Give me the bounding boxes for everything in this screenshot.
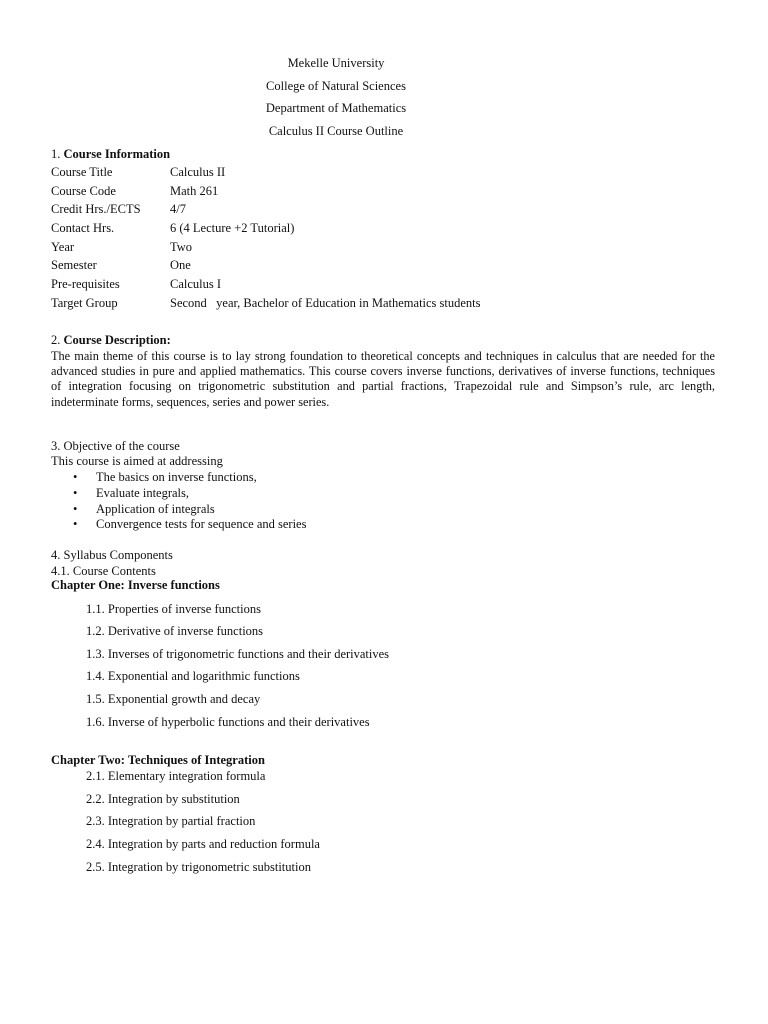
info-value: Calculus II [170, 165, 226, 179]
info-label: Course Code [51, 184, 116, 198]
course-info-heading [51, 147, 170, 162]
chapter-one-item: 1.2. Derivative of inverse functions [86, 624, 264, 638]
info-label: Year [51, 240, 75, 254]
list-item-text: Evaluate integrals, [96, 485, 190, 500]
bullet-icon: • [73, 485, 78, 500]
chapter-one-item: 1.4. Exponential and logarithmic functions [86, 669, 300, 683]
info-label: Semester [51, 258, 97, 272]
info-label: Credit Hrs./ECTS [51, 202, 141, 216]
description-heading-number: 2. [51, 333, 61, 347]
info-value: 4/7 [170, 202, 186, 216]
objective-heading: 3. Objective of the course [51, 439, 180, 453]
department-name: Department of Mathematics [265, 101, 407, 115]
list-item [73, 486, 306, 502]
list-item [73, 502, 306, 518]
info-value: Two [170, 240, 193, 254]
chapter-one-item: 1.6. Inverse of hyperbolic functions and their derivatives [86, 715, 370, 729]
info-value: Math 261 [170, 184, 219, 198]
chapter-one-item: 1.5. Exponential growth and decay [86, 692, 261, 706]
info-value: One [170, 258, 191, 272]
document-title: Calculus II Course Outline [268, 124, 404, 138]
info-value: 6 (4 Lecture +2 Tutorial) [170, 221, 295, 235]
course-contents-heading: 4.1. Course Contents [51, 564, 156, 578]
syllabus-heading: 4. Syllabus Components [51, 548, 173, 562]
chapter-two-item: 2.2. Integration by substitution [86, 792, 240, 806]
chapter-two-item: 2.3. Integration by partial fraction [86, 814, 256, 828]
description-heading-text: Course Description: [63, 333, 171, 347]
bullet-icon: • [73, 501, 78, 516]
university-name: Mekelle University [287, 56, 385, 70]
description-heading [51, 333, 171, 348]
list-item-text: Application of integrals [96, 501, 215, 516]
list-item [73, 470, 306, 486]
chapter-two-item: 2.4. Integration by parts and reduction formula [86, 837, 320, 851]
objective-intro: This course is aimed at addressing [51, 454, 223, 468]
info-value: Calculus I [170, 277, 222, 291]
chapter-two-item: 2.5. Integration by trigonometric substitution [86, 860, 311, 874]
chapter-one-title: Chapter One: Inverse functions [51, 578, 220, 592]
college-name: College of Natural Sciences [266, 79, 406, 93]
list-item-text: Convergence tests for sequence and series [96, 517, 307, 532]
list-item [73, 517, 306, 533]
bullet-icon: • [73, 517, 78, 532]
info-value: Second year, Bachelor of Education in Mathematics students [170, 296, 481, 310]
course-info-heading-number: 1. [51, 147, 61, 161]
info-label: Course Title [51, 165, 113, 179]
course-info-heading-text: Course Information [63, 147, 171, 161]
chapter-two-title: Chapter Two: Techniques of Integration [51, 753, 265, 767]
info-label: Contact Hrs. [51, 221, 115, 235]
bullet-icon: • [73, 470, 78, 484]
chapter-one-item: 1.1. Properties of inverse functions [86, 602, 261, 616]
objective-list [73, 470, 306, 533]
info-label: Pre-requisites [51, 277, 120, 291]
chapter-one-item: 1.3. Inverses of trigonometric functions and their derivatives [86, 647, 390, 661]
list-item-text: The basics on inverse functions, [96, 470, 257, 484]
chapter-two-item: 2.1. Elementary integration formula [86, 769, 266, 783]
description-paragraph: The main theme of this course is to lay strong foundation to theoretical concepts and techniques in calculus that are needed for the advanced studies in pure and applied mathematics. This course covers inverse functions, derivatives of inverse functions, techniques of integration focusing on trigonometric substitution and partial fractions, Trapezoidal rule and Simpson’s rule, arc length, indeterminate forms, sequences, series and power series. [51, 349, 715, 409]
info-label: Target Group [51, 296, 118, 310]
